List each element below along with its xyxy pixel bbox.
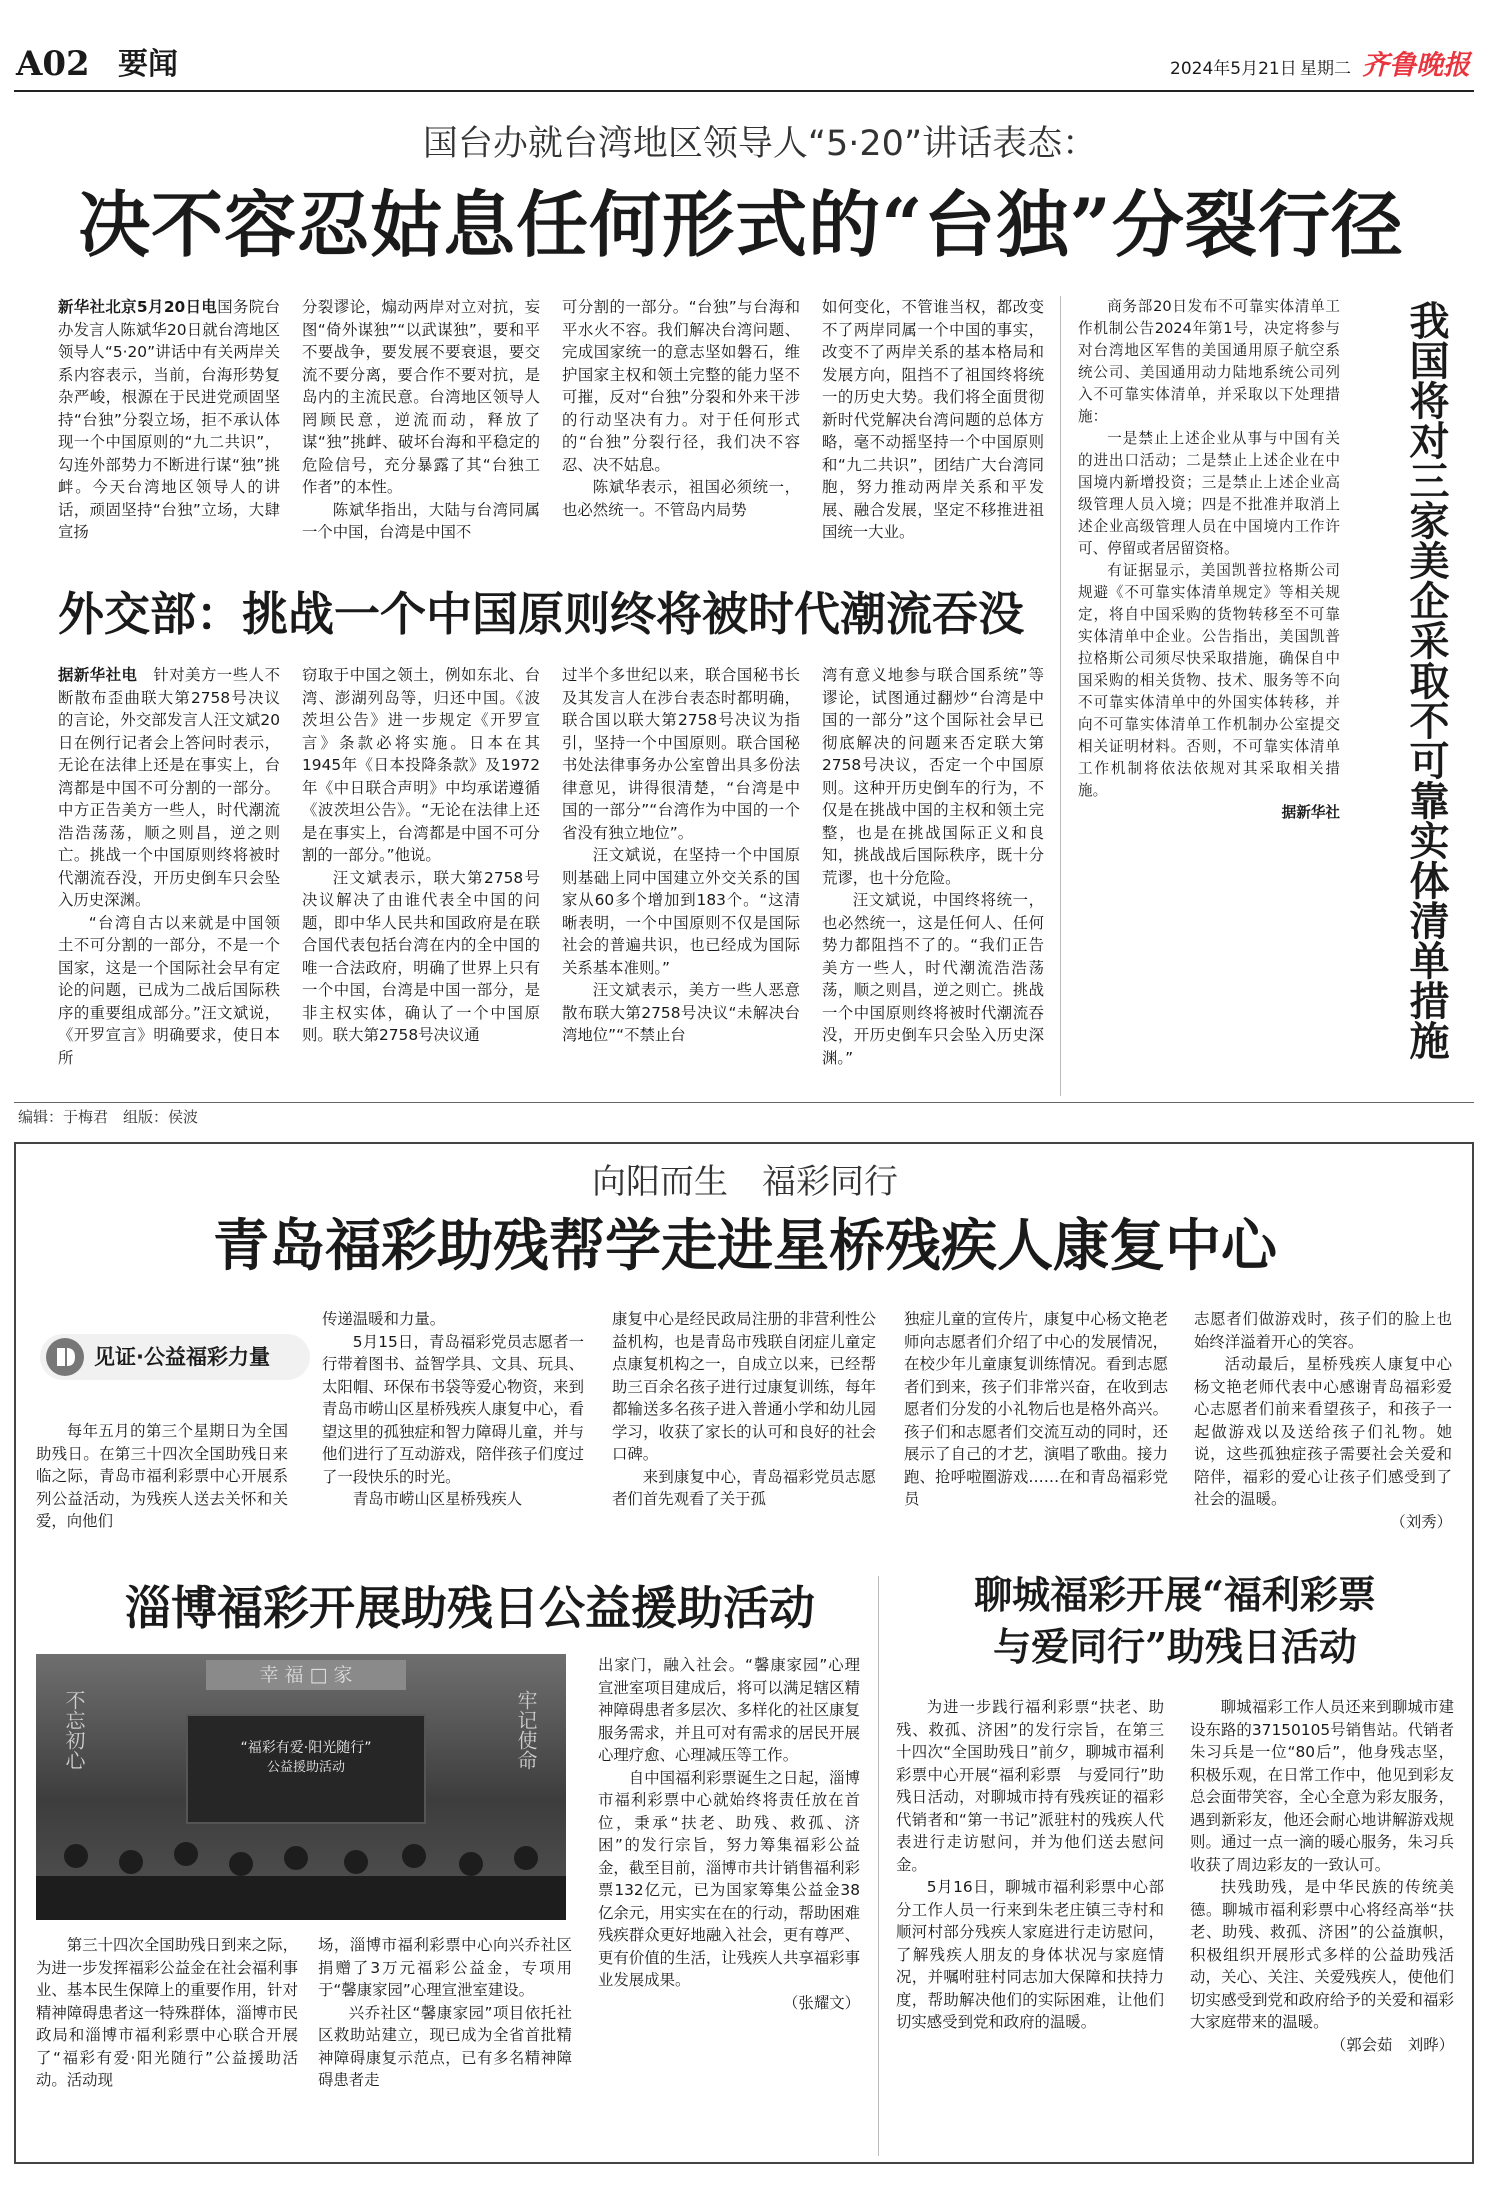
editors-rule [14,1102,1474,1103]
story2-paragraph: 窃取于中国之领土，例如东北、台湾、澎湖列岛等，归还中国。《波茨坦公告》进一步规定《开罗宣言》条款必将实施。日本在其1945年《日本投降条款》及1972年《中日联合声明》中均承诺遵循《波茨坦公告》。“无论在法律上还是在事实上，台湾都是中国不可分割的一部分。”他说。 [302,666,540,864]
sidebar-byline: 据新华社 [1281,804,1340,821]
feature-paragraph: 康复中心是经民政局注册的非营利性公益机构，也是青岛市残联自闭症儿童定点康复机构之一，自成立以来，已经帮助三百余名孩子进行过康复训练，每年都输送多名孩子进入普通小学和幼儿园学习，收获了家长的认可和良好的社会口碑。 [612,1310,876,1463]
story2-paragraph: 汪文斌表示，美方一些人恶意散布联大第2758号决议“未解决台湾地位”“不禁止台 [562,981,800,1044]
story1-col1 [58,296,280,566]
feature-col3 [612,1308,876,1558]
photo-right-sign: 牢记使命 [514,1690,538,1770]
story1-col2 [302,296,540,566]
feature-col4 [904,1308,1168,1558]
feature-paragraph: 青岛市崂山区星桥残疾人 [352,1490,523,1508]
story2-paragraph: 汪文斌说，中国终将统一，也必然统一，这是任何人、任何势力都阻挡不了的。“我们正告美方一些人，时代潮流浩浩荡荡，顺之则昌，逆之则亡。挑战一个中国原则终将被时代潮流吞没，开历史倒车只会坠入历史深渊。” [822,891,1044,1067]
story1-col4 [822,296,1044,566]
sidebar-body [1078,296,1340,1096]
story3-paragraph: 兴乔社区“馨康家园”项目依托社区救助站建立，现已成为全省首批精神障碍康复示范点，已有多名精神障碍患者走 [318,2003,572,2089]
page-number: A02 [16,44,90,84]
story3-col2 [318,1934,572,2154]
story4-divider [878,1576,879,2156]
story2-col2 [302,664,540,1084]
feature-paragraph: 每年五月的第三个星期日为全国助残日。在第三十四次全国助残日来临之际，青岛市福利彩票中心开展系列公益活动，为残疾人送去关怀和关爱，向他们 [36,1422,288,1530]
feature-paragraph: 5月15日，青岛福彩党员志愿者一行带着图书、益智学具、文具、玩具、太阳帽、环保布书袋等爱心物资，来到青岛市崂山区星桥残疾人康复中心，看望这里的孤独症和智力障碍儿童，并与他们进行了互动游戏，陪伴孩子们度过了一段快乐的时光。 [322,1332,584,1486]
story3-paragraph: 第三十四次全国助残日到来之际，为进一步发挥福彩公益金在社会福利事业、基本民生保障上的重要作用，针对精神障碍患者这一特殊群体，淄博市民政局和淄博市福利彩票中心联合开展了“福彩有爱·阳光随行”公益援助活动。活动现 [36,1936,298,2089]
story2-paragraph: 汪文斌表示，联大第2758号决议解决了由谁代表全中国的问题，即中华人民共和国政府是在联合国代表包括台湾在内的全中国的唯一合法政府，明确了世界上只有一个中国，台湾是中国一部分，是非主权实体，确认了一个中国原则。联大第2758号决议通 [302,868,540,1044]
issue-date: 2024年5月21日 [1170,59,1297,79]
story4-paragraph: 聊城福彩工作人员还来到聊城市建设东路的37150105号销售站。代销者朱习兵是一位“80后”，他身残志坚，积极乐观，在日常工作中，他见到彩友总会面带笑容，全心全意为彩友服务，遇到新彩友，他还会耐心地讲解游戏规则。通过一点一滴的暖心服务，朱习兵收获了周边彩友的一致认可。 [1190,1698,1454,1874]
header-rule [14,90,1474,92]
story4-headline-line1: 聊城福彩开展“福利彩票 [974,1572,1376,1617]
story1-paragraph: 陈斌华指出，大陆与台湾同属一个中国，台湾是中国不 [302,500,540,541]
story1-paragraph: 陈斌华表示，祖国必须统一，也必然统一。不管岛内局势 [562,478,800,519]
badge-label: 见证·公益福彩力量 [94,1345,270,1369]
feature-kicker: 向阳而生 福彩同行 [592,1162,898,1202]
sidebar-paragraph: 商务部20日发布不可靠实体清单工作机制公告2024年第1号，决定将参与对台湾地区军售的美国通用原子航空系统公司、美国通用动力陆地系统公司列入不可靠实体清单，并采取以下处理措施： [1078,298,1340,425]
story2-paragraph: “台湾自古以来就是中国领土不可分割的一部分，不是一个国家，这是一个国际社会早有定论的问题，已成为二战后国际秩序的重要组成部分。”汪文斌说，《开罗宣言》明确要求，使日本所 [58,913,280,1067]
story3-byline: （张耀文） [783,1993,860,2012]
photo-backdrop-line1: “福彩有爱·阳光随行” [240,1740,372,1756]
story2-dateline: 据新华社电 [58,666,138,684]
editors-credit: 编辑：于梅君 组版：侯波 [18,1108,199,1126]
welfare-lottery-badge [40,1334,310,1380]
story4-paragraph: 为进一步践行福利彩票“扶老、助残、救孤、济困”的发行宗旨，在第三十四次“全国助残日”前夕，聊城市福利彩票中心开展“福利彩票 与爱同行”助残日活动，对聊城市持有残疾证的福彩代销者和“第一书记”派驻村的残疾人代表进行走访慰问，并为他们送去慰问金。 [896,1698,1164,1874]
story3-headline: 淄博福彩开展助残日公益援助活动 [125,1581,815,1635]
story2-col4 [822,664,1044,1084]
story3-photo [36,1654,566,1920]
story3-col3 [598,1654,860,2154]
story2-paragraph: 湾有意义地参与联合国系统”等谬论，试图通过翻炒“台湾是中国的一部分”这个国际社会早已彻底解决的问题来否定联大第2758号决议，否定一个中国原则。这种开历史倒车的行为，不仅是在挑战中国的主权和领土完整，也是在挑战国际正义和良知，挑战战后国际秩序，既十分荒谬，也十分危险。 [822,666,1044,887]
story1-paragraph: 国务院台办发言人陈斌华20日就台湾地区领导人“5·20”讲话中有关两岸关系内容表示，当前，台海形势复杂严峻，根源在于民进党顽固坚持“台独”分裂立场，拒不承认体现一个中国原则的“九二共识”，勾连外部势力不断进行谋“独”挑衅。今天台湾地区领导人的讲话，顽固坚持“台独”立场，大肆宣扬 [58,298,280,541]
story1-paragraph: 分裂谬论，煽动两岸对立对抗，妄图“倚外谋独”“以武谋独”，要和平不要战争，要发展不要衰退，要交流不要分离，要合作不要对抗，是岛内的主流民意。台湾地区领导人罔顾民意，逆流而动，释放了谋“独”挑衅、破坏台海和平稳定的危险信号，充分暴露了其“台独工作者”的本性。 [302,298,540,496]
story4-col2 [1190,1696,1454,2136]
story3-paragraph: 自中国福利彩票诞生之日起，淄博市福利彩票中心就始终将责任放在首位，秉承“扶老、助残、救孤、济困”的发行宗旨，努力筹集福彩公益金，截至目前，淄博市共计销售福利彩票132亿元，已为国家筹集公益金38亿余元，用实实在在的行动，帮助困难残疾群众更好地融入社会，更有尊严、更有价值的生活，让残疾人共享福彩事业发展成果。 [598,1768,860,1989]
photo-audience-silhouettes [36,1820,566,1920]
story4-paragraph: 5月16日，聊城市福利彩票中心部分工作人员一行来到朱老庄镇三寺村和顺河村部分残疾人家庭进行走访慰问，了解残疾人朋友的身体状况与家庭情况，并嘱咐驻村同志加大保障和扶持力度，帮助解决他们的实际困难，让他们切实感受到党和政府的温暖。 [896,1878,1164,2031]
story2-headline: 外交部：挑战一个中国原则终将被时代潮流吞没 [58,587,1024,641]
story3-paragraph: 出家门，融入社会。“馨康家园”心理宣泄室项目建成后，将可以满足辖区精神障碍患者多层次、多样化的社区康复服务需求，并且可对有需求的居民开展心理疗愈、心理减压等工作。 [598,1656,860,1764]
story1-kicker: 国台办就台湾地区领导人“5·20”讲话表态： [422,124,1098,164]
photo-stage-backdrop [186,1714,426,1824]
story1-paragraph: 可分割的一部分。“台独”与台海和平水火不容。我们解决台湾问题、完成国家统一的意志坚如磐石，维护国家主权和领土完整的能力坚不可摧，反对“台独”分裂和外来干涉的行动坚决有力。对于任何形式的“台独”分裂行径，我们决不容忍、决不姑息。 [562,298,800,474]
story4-paragraph: 扶残助残，是中华民族的传统美德。聊城市福利彩票中心将经高举“扶老、助残、救孤、济困”的公益旗帜，积极组织开展形式多样的公益助残活动，关心、关注、关爱残疾人，使他们切实感受到党和政府给予的关爱和福彩大家庭带来的温暖。 [1190,1878,1454,2031]
story1-headline: 决不容忍姑息任何形式的“台独”分裂行径 [78,182,1404,267]
feature-col5 [1194,1308,1452,1558]
feature-paragraph: 独症儿童的宣传片，康复中心杨文艳老师向志愿者们介绍了中心的发展情况，在校少年儿童康复训练情况。看到志愿者们到来，孩子们非常兴奋，在收到志愿者们分发的小礼物后也是格外高兴。孩子们和志愿者们交流互动的同时，还展示了自己的才艺，演唱了歌曲。接力跑、抢呼啦圈游戏……在和青岛福彩党员 [904,1310,1168,1508]
story4-col1 [896,1696,1164,2136]
story4-headline-line2: 与爱同行”助残日活动 [993,1624,1357,1669]
sidebar-paragraph: 有证据显示，美国凯普拉格斯公司规避《不可靠实体清单规定》等相关规定，将自中国采购的货物转移至不可靠实体清单中企业。公告指出，美国凯普拉格斯公司须尽快采取措施，确保自中国采购的相关货物、技术、服务等不向不可靠实体清单中的外国实体转移，并向不可靠实体清单工作机制办公室提交相关证明材料。否则，不可靠实体清单工作机制将依法依规对其采取相关措施。 [1078,562,1340,799]
newspaper-logo: 齐鲁晚报 [1362,50,1470,81]
story1-dateline: 新华社北京5月20日电 [58,298,218,316]
story2-paragraph: 汪文斌说，在坚持一个中国原则基础上同中国建立外交关系的国家从60多个增加到183个。“这清晰表明，一个中国原则不仅是国际社会的普遍共识，也已经成为国际关系基本准则。” [562,846,800,977]
sidebar-divider [1060,296,1061,1096]
photo-backdrop-line2: 公益援助活动 [266,1760,345,1775]
sidebar-paragraph: 一是禁止上述企业从事与中国有关的进出口活动；二是禁止上述企业在中国境内新增投资；三是禁止上述企业高级管理人员入境；四是不批准并取消上述企业高级管理人员在中国境内工作许可、停留或者居留资格。 [1078,430,1340,557]
feature-paragraph: 活动最后，星桥残疾人康复中心杨文艳老师代表中心感谢青岛福彩爱心志愿者们前来看望孩子，和孩子一起做游戏以及送给孩子们礼物。她说，这些孤独症孩子需要社会关爱和陪伴，福彩的爱心让孩子们感受到了社会的温暖。 [1194,1355,1452,1508]
feature-col1 [36,1420,288,1560]
feature-paragraph: 来到康复中心，青岛福彩党员志愿者们首先观看了关于孤 [612,1467,876,1508]
story2-col3 [562,664,800,1084]
story2-paragraph: 针对美方一些人不断散布歪曲联大第2758号决议的言论，外交部发言人汪文斌20日在例行记者会上答问时表示，无论在法律上还是在事实上，台湾都是中国不可分割的一部分。中方正告美方一些人，时代潮流浩浩荡荡，顺之则昌，逆之则亡。挑战一个中国原则终将被时代潮流吞没，开历史倒车只会坠入历史深渊。 [58,666,280,909]
section-name: 要闻 [118,47,178,82]
story1-col3 [562,296,800,566]
story4-byline: （郭会茹 刘晔） [1330,2035,1454,2054]
story3-col1 [36,1934,298,2154]
story3-paragraph: 场，淄博市福利彩票中心向兴乔社区捐赠了3万元福彩公益金，专项用于“馨康家园”心理宣泄室建设。 [318,1936,572,1999]
feature-byline: （刘秀） [1390,1512,1452,1531]
feature-paragraph: 志愿者们做游戏时，孩子们的脸上也始终洋溢着开心的笑容。 [1194,1310,1452,1351]
feature-col2 [322,1308,584,1558]
feature-paragraph: 传递温暖和力量。 [322,1310,446,1328]
feature-headline: 青岛福彩助残帮学走进星桥残疾人康复中心 [213,1213,1277,1279]
story2-col1 [58,664,280,1084]
photo-building-banner: 幸 福 □ 家 [206,1660,406,1690]
story1-paragraph: 如何变化，不管谁当权，都改变不了两岸同属一个中国的事实，改变不了两岸关系的基本格局和发展方向，阻挡不了祖国终将统一的历史大势。我们将全面贯彻新时代党解决台湾问题的总体方略，毫不动摇坚持一个中国原则和“九二共识”，团结广大台湾同胞，努力推动两岸关系和平发展、融合发展，坚定不移推进祖国统一大业。 [822,298,1044,541]
welfare-lottery-logo-icon [44,1336,86,1378]
photo-left-sign: 不忘初心 [62,1690,86,1770]
issue-weekday: 星期二 [1300,59,1351,79]
sidebar-headline: 我国将对三家美企采取不可靠实体清单措施 [1403,300,1450,1060]
story2-paragraph: 过半个多世纪以来，联合国秘书长及其发言人在涉台表态时都明确，联合国以联大第2758号决议为指引，坚持一个中国原则。联合国秘书处法律事务办公室曾出具多份法律意见，讲得很清楚，“台湾是中国的一部分”“台湾作为中国的一个省没有独立地位”。 [562,666,800,842]
